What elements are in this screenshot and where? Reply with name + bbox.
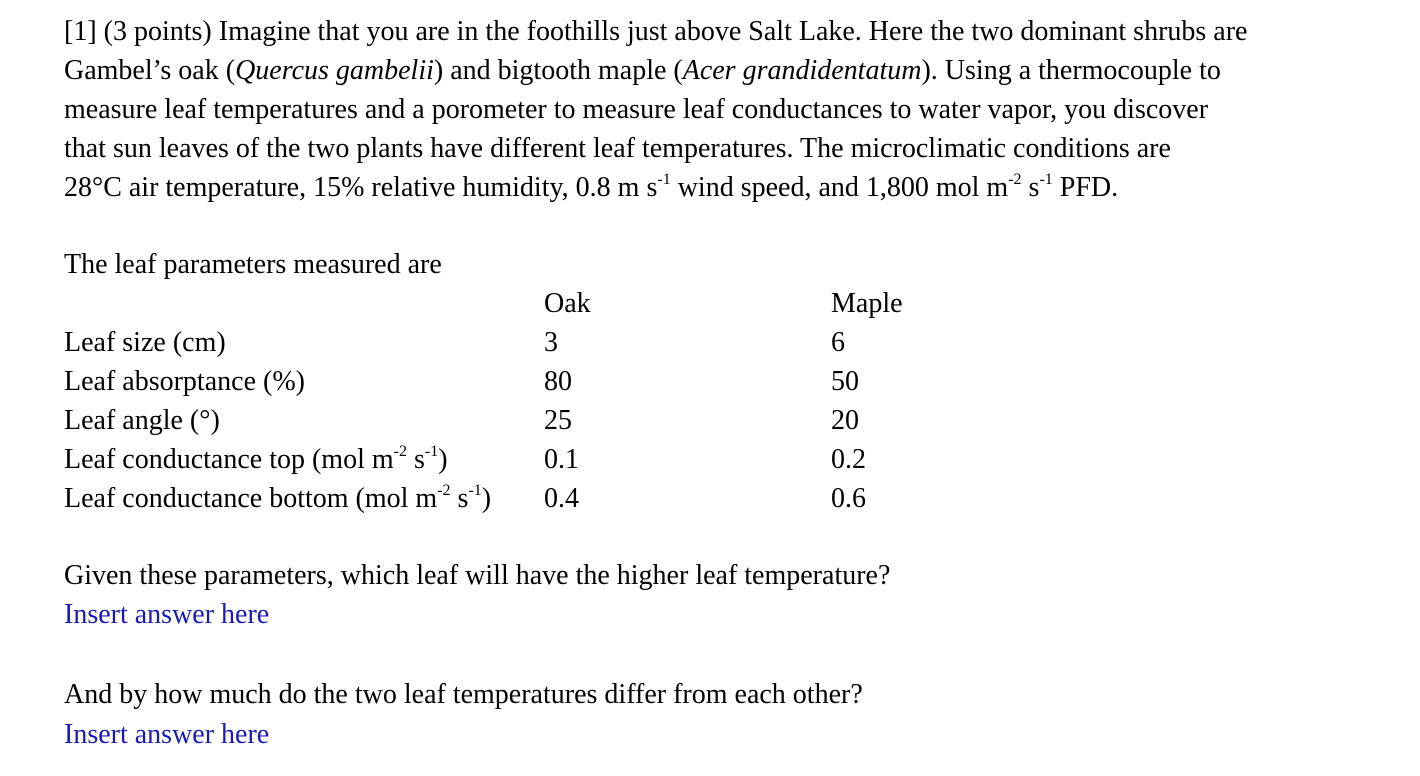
maple-value: 20 xyxy=(831,405,859,436)
row-label: Leaf conductance top (mol $m^{-2}$ $s^{-1}$) xyxy=(64,442,448,475)
oak-value: 0.1 xyxy=(544,444,579,475)
problem-line-3: measure leaf temperatures and a porometer to measure leaf conductances to water vapor, you discover xyxy=(64,94,1209,125)
document-page xyxy=(64,12,1394,750)
oak-species-name: Quercus gambelii xyxy=(235,55,434,86)
question-2: And by how much do the two leaf temperatures differ from each other? xyxy=(64,679,863,710)
maple-value: 6 xyxy=(831,327,845,358)
header-oak: Oak xyxy=(544,288,591,319)
answer-2-field[interactable]: Insert answer here xyxy=(64,719,270,750)
problem-line-5: 28°C air temperature, 15% relative humidity, 0.8 m $s^{-1}$ wind speed, and 1,800 mol $m^{-2}$ $s^{-1}$ PFD. xyxy=(64,170,1119,203)
problem-line-2: Gambel’s oak (Quercus gambelii) and bigtooth maple (Acer grandidentatum). Using a thermocouple to xyxy=(64,55,1221,86)
problem-statement xyxy=(64,12,1394,207)
table-row xyxy=(64,440,964,479)
row-label: Leaf absorptance (%) xyxy=(64,366,305,397)
row-label: Leaf conductance bottom (mol $m^{-2}$ $s^{-1}$) xyxy=(64,481,492,514)
problem-line-4: that sun leaves of the two plants have different leaf temperatures. The microclimatic conditions are xyxy=(64,133,1171,164)
maple-value: 0.6 xyxy=(831,483,866,514)
question-1: Given these parameters, which leaf will have the higher leaf temperature? xyxy=(64,560,891,591)
oak-value: 3 xyxy=(544,327,558,358)
table-row xyxy=(64,479,964,518)
leaf-parameters-table xyxy=(64,284,964,518)
maple-species-name: Acer grandidentatum xyxy=(682,55,922,86)
maple-value: 50 xyxy=(831,366,859,397)
oak-value: 25 xyxy=(544,405,572,436)
oak-value: 80 xyxy=(544,366,572,397)
oak-value: 0.4 xyxy=(544,483,579,514)
table-header-row xyxy=(64,284,964,323)
section-label: The leaf parameters measured are xyxy=(64,249,442,280)
maple-value: 0.2 xyxy=(831,444,866,475)
row-label: Leaf size (cm) xyxy=(64,327,226,358)
header-maple: Maple xyxy=(831,288,903,319)
answer-1-field[interactable]: Insert answer here xyxy=(64,599,270,630)
problem-line-1: [1] (3 points) Imagine that you are in the foothills just above Salt Lake. Here the two dominant shrubs are xyxy=(64,16,1248,47)
table-row xyxy=(64,362,964,401)
table-row xyxy=(64,401,964,440)
row-label: Leaf angle (°) xyxy=(64,405,220,436)
table-row xyxy=(64,323,964,362)
